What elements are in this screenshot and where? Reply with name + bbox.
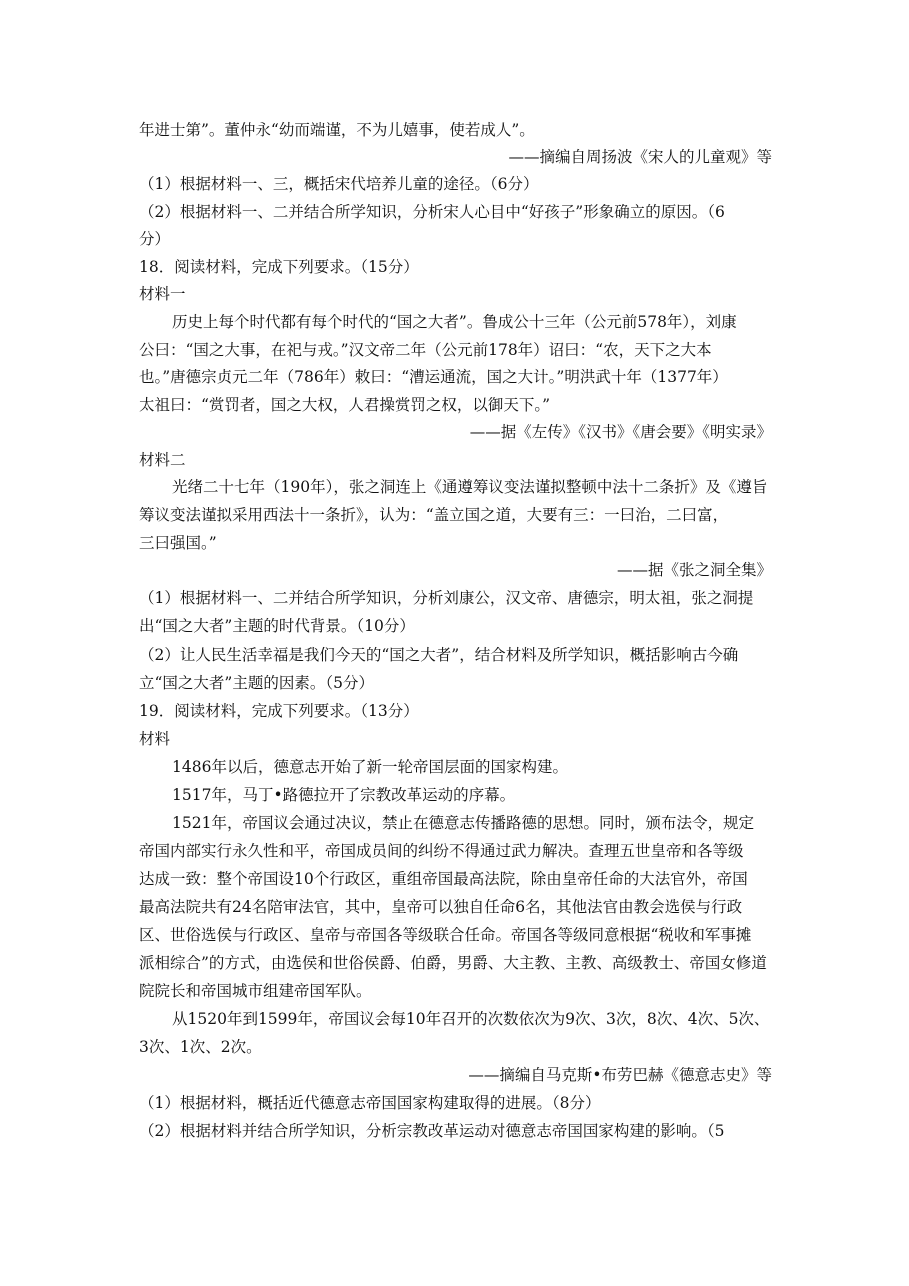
material-label: 材料一: [139, 285, 186, 303]
question-text: 分）: [139, 230, 171, 248]
text-line: 光绪二十七年（190年），张之洞连上《通遵筹议变法谨拟整顿中法十二条折》及《遵旨: [172, 478, 768, 496]
text-line: 年进士第”。董仲永“幼而端谨，不为儿嬉事，使若成人”。: [139, 121, 535, 139]
text-line: 1486年以后，德意志开始了新一轮帝国层面的国家构建。: [172, 758, 568, 776]
source-citation: ——摘编自周扬波《宋人的儿童观》等: [508, 148, 772, 166]
source-citation: ——据《张之洞全集》: [616, 561, 772, 579]
text-line: 区、世俗选侯与行政区、皇帝与帝国各等级联合任命。帝国各等级同意根据“税收和军事摊: [139, 926, 752, 944]
text-line: 3次、1次、2次。: [139, 1038, 262, 1056]
text-line: 三曰强国。”: [139, 534, 217, 552]
question-text: （1）根据材料，概括近代德意志帝国国家构建取得的进展。（8分）: [139, 1094, 601, 1112]
text-line: 1521年，帝国议会通过决议，禁止在德意志传播路德的思想。同时，颁布法令，规定: [172, 814, 754, 832]
text-line: 筹议变法谨拟采用西法十一条折》，认为：“盖立国之道，大要有三：一曰治，二曰富，: [139, 506, 729, 524]
text-line: 太祖曰：“赏罚者，国之大权，人君操赏罚之权，以御天下。”: [139, 396, 551, 414]
text-line: 派相综合”的方式，由选侯和世俗侯爵、伯爵，男爵、大主教、主教、高级教士、帝国女修道: [139, 954, 767, 972]
text-line: 公曰：“国之大事，在祀与戎。”汉文帝二年（公元前178年）诏曰：“农，天下之大本: [139, 341, 712, 359]
text-line: 达成一致：整个帝国设10个行政区，重组帝国最高法院，除由皇帝任命的大法官外，帝国: [139, 870, 748, 888]
text-line: 历史上每个时代都有每个时代的“国之大者”。鲁成公十三年（公元前578年），刘康: [172, 313, 737, 331]
question-text: 出“国之大者”主题的时代背景。（10分）: [139, 617, 415, 635]
text-line: 帝国内部实行永久性和平，帝国成员间的纠纷不得通过武力解决。查理五世皇帝和各等级: [139, 842, 744, 860]
question-text: （2）根据材料并结合所学知识，分析宗教改革运动对德意志帝国国家构建的影响。（5: [139, 1122, 725, 1140]
material-label: 材料: [139, 730, 171, 748]
text-line: 也。”唐德宗贞元二年（786年）敕曰：“漕运通流，国之大计。”明洪武十年（1377年）: [139, 368, 728, 386]
question-text: （1）根据材料一、二并结合所学知识，分析刘康公，汉文帝、唐德宗，明太祖，张之洞提: [139, 589, 754, 607]
text-line: 最高法院共有24名陪审法官，其中，皇帝可以独自任命6名，其他法官由教会选侯与行政: [139, 898, 743, 916]
question-text: 立“国之大者”主题的因素。（5分）: [139, 674, 374, 692]
question-heading: 18．阅读材料，完成下列要求。（15分）: [139, 258, 419, 276]
text-line: 院院长和帝国城市组建帝国军队。: [139, 982, 372, 1000]
material-label: 材料二: [139, 451, 186, 469]
question-text: （2）根据材料一、二并结合所学知识，分析宋人心目中“好孩子”形象确立的原因。（6: [139, 203, 725, 221]
text-line: 从1520年到1599年，帝国议会每10年召开的次数依次为9次、3次，8次、4次、5次、: [172, 1010, 770, 1028]
source-citation: ——据《左传》《汉书》《唐会要》《明实录》: [469, 423, 772, 441]
question-text: （1）根据材料一、三，概括宋代培养儿童的途径。（6分）: [139, 175, 539, 193]
source-citation: ——摘编自马克斯•布劳巴赫《德意志史》等: [468, 1066, 772, 1084]
question-heading: 19．阅读材料，完成下列要求。（13分）: [139, 702, 419, 720]
question-text: （2）让人民生活幸福是我们今天的“国之大者”，结合材料及所学知识，概括影响古今确: [139, 646, 739, 664]
text-line: 1517年，马丁•路德拉开了宗教改革运动的序幕。: [172, 786, 516, 804]
